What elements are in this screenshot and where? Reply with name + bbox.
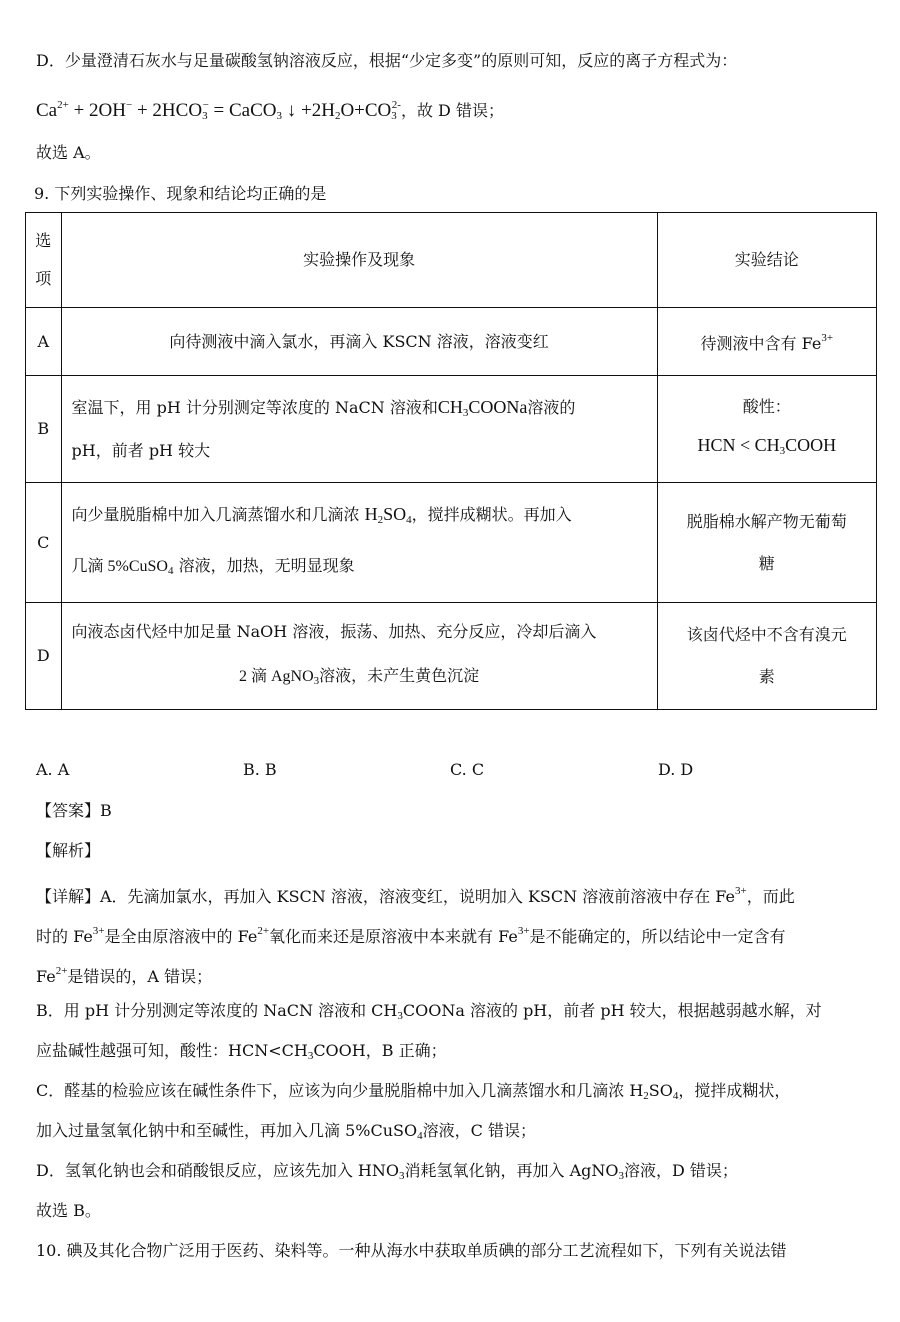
table-row [26,376,877,483]
row-c-operation: 向少量脱脂棉中加入几滴蒸馏水和几滴浓 $H_2SO_4$，搅拌成糊状。再加入 几滴 5%CuSO$_4$ 溶液，加热，无明显现象 [61,483,657,603]
detail-b-line2: 应盐碱性越强可知，酸性：$HCN<CH_3COOH$，B 正确； [36,1041,447,1062]
row-c-option: C [26,483,62,603]
q10-stem: 10. 碘及其化合物广泛用于医药、染料等。一种从海水中获取单质碘的部分工艺流程如下，下列有关说法错 [36,1241,787,1260]
q9-stem: 9. 下列实验操作、现象和结论均正确的是 [34,184,327,203]
answer-label: 【答案】B [36,801,112,820]
header-option: 选 项 [26,213,62,308]
answer-choices [36,760,856,782]
analysis-label: 【解析】 [36,841,101,860]
choice-c: C. C [450,760,485,779]
table-row [26,483,877,603]
eq-tail: ，故 D 错误； [400,101,504,120]
row-a-conclusion: 待测液中含有 $Fe^{3+}$ [657,308,876,376]
detail-d-line1: D．氢氧化钠也会和硝酸银反应，应该先加入 $HNO_3$消耗氢氧化钠，再加入 AgNO$_3$溶液，D 错误； [36,1161,738,1182]
row-d-operation: 向液态卤代烃中加足量 NaOH 溶液，振荡、加热、充分反应，冷却后滴入 2 滴 AgNO$_3$溶液，未产生黄色沉淀 [61,603,657,710]
row-a-operation: 向待测液中滴入氯水，再滴入 KSCN 溶液，溶液变红 [61,308,657,376]
q9-table [25,212,877,710]
choice-d: D. D [658,760,694,779]
detail-b-line1: B．用 pH 计分别测定等浓度的 NaCN 溶液和 $CH_3COONa$ 溶液的 pH，前者 pH 较大，根据越弱越水解，对 [36,1001,822,1022]
ionic-equation: $Ca^{2+} + 2OH^- + 2HCO_3^-$ = CaCO$_3$ ↓ $+2H_2O+CO_3^{2-}$，故 D 错误； [36,99,504,122]
detail-c-line1: C．醛基的检验应该在碱性条件下，应该为向少量脱脂棉中加入几滴蒸馏水和几滴浓 $H_2SO_4$，搅拌成糊状， [36,1081,791,1102]
row-c-conclusion: 脱脂棉水解产物无葡萄 糖 [657,483,876,603]
prev-d-line: D．少量澄清石灰水与足量碳酸氢钠溶液反应，根据“少定多变”的原则可知，反应的离子方程式为： [36,51,738,70]
table-header-row [26,213,877,308]
row-b-option: B [26,376,62,483]
detail-c-line2: 加入过量氢氧化钠中和至碱性，再加入几滴 5%CuSO$_4$溶液，C 错误； [36,1121,536,1142]
detail-a-line1: 【详解】A．先滴加氯水，再加入 KSCN 溶液，溶液变红，说明加入 KSCN 溶液前溶液中存在 $Fe^{3+}$，而此 [36,885,795,906]
row-b-operation: 室温下，用 pH 计分别测定等浓度的 NaCN 溶液和$CH_3COONa$溶液的 pH，前者 pH 较大 [61,376,657,483]
detail-a-line3: $Fe^{2+}$是错误的，A 错误； [36,965,213,986]
row-d-conclusion: 该卤代烃中不含有溴元 素 [657,603,876,710]
table-row [26,308,877,376]
choice-a: A. A [36,760,70,779]
row-a-option: A [26,308,62,376]
choice-b: B. B [243,760,277,779]
detail-a-line2: 时的 $Fe^{3+}$是全由原溶液中的 $Fe^{2+}$氧化而来还是原溶液中本来就有 $Fe^{3+}$是不能确定的，所以结论中一定含有 [36,925,786,946]
table-row [26,603,877,710]
final-answer: 故选 B。 [36,1201,101,1220]
row-b-conclusion: 酸性： HCN < $CH_3COOH$ [657,376,876,483]
header-conclusion: 实验结论 [657,213,876,308]
prev-conclusion: 故选 A。 [36,143,101,162]
row-d-option: D [26,603,62,710]
header-operation: 实验操作及现象 [61,213,657,308]
